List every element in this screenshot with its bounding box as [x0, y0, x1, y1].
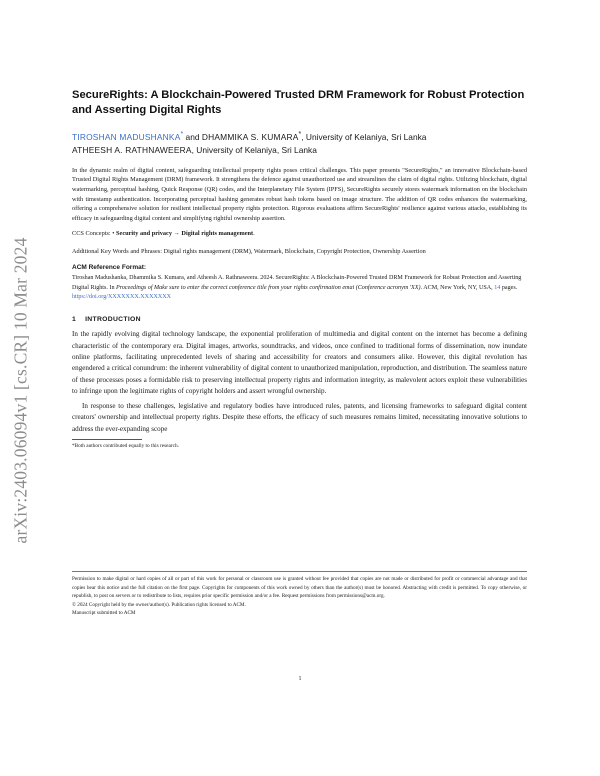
acm-ref-text-a: Tiroshan Madushanka, Dhammika S. Kumara, and Atheesh A. Rathnaweera. 2024. SecureRights: A Blockchain-Powered Trusted DRM Framework for Robust Protection and Asserting Digital Rights. In — [72, 275, 522, 291]
copyright-line: © 2024 Copyright held by the owner/author(s). Publication rights licensed to ACM. — [72, 601, 246, 608]
acm-ref-pages-link[interactable]: 14 — [494, 284, 501, 291]
author-mark-1[interactable]: * — [180, 131, 184, 138]
intro-paragraph-2: In response to these challenges, legislative and regulatory bodies have introduced rules, patents, and licensing frameworks to safeguard digital content creators' ownership and intellectual property rights. Despite these efforts, the efficacy of such measures remains limited, necessitating innovative solutions to address the ever-expanding scope — [72, 402, 527, 433]
arxiv-stamp-text: arXiv:2403.06094v1 [cs.CR] 10 Mar 2024 — [10, 236, 31, 544]
acm-ref-venue: Proceedings of Make sure to enter the correct conference title from your rights confirmation emai (Conference acronym 'XX) — [116, 284, 421, 291]
section-heading — [72, 316, 527, 323]
submitted-line: Manuscript submitted to ACM — [72, 610, 136, 616]
author-affiliation-2: , University of Kelaniya, Sri Lanka — [191, 144, 317, 155]
author-name-1[interactable]: TIROSHAN MADUSHANKA — [72, 131, 181, 142]
acm-ref-doi-link[interactable]: https://doi.org/XXXXXXX.XXXXXXX — [72, 293, 172, 300]
keywords-text: Digital rights management (DRM), Watermark, Blockchain, Copyright Protection, Ownership Assertion — [163, 247, 426, 255]
author-line-1 — [72, 128, 527, 144]
paper-page — [72, 88, 527, 450]
ccs-concept: Security and privacy → Digital rights management — [116, 230, 254, 238]
acm-ref-text-b: . ACM, New York, NY, USA, — [420, 284, 495, 291]
abstract: In the dynamic realm of digital content, safeguarding intellectual property rights poses critical challenges. This paper presents "SecureRights," an innovative Blockchain-based Trusted Digital Rights Management (DRM) framework. It strengthens the defence against unauthorized use and streamlines the claim of digital rights. Utilizing blockchain, digital watermarking, perceptual hashing, Quick Response (QR) codes, and the Interplanetary File System (IPFS), SecureRights securely stores watermark information on the blockchain with timestamp authentication. Incorporating perceptual hashing generates robust hash tokens based on image structure. The addition of QR codes enhances the watermarking, offering a comprehensive solution for resilient intellectual property rights protection. Rigorous evaluations affirm SecureRights' resilience against various attacks, establishing its efficacy in safeguarding digital content and simplifying rightful ownership assertion. — [72, 166, 527, 222]
author-affiliation-1: , University of Kelaniya, Sri Lanka — [301, 131, 427, 142]
author-and: and — [183, 131, 202, 142]
acm-reference-heading: ACM Reference Format: — [72, 264, 147, 272]
acm-reference — [72, 274, 527, 302]
section-number: 1 — [72, 316, 77, 324]
author-mark-2: * — [298, 131, 302, 138]
author-name-3: ATHEESH A. RATHNAWEERA — [72, 144, 192, 155]
page-number: 1 — [298, 676, 302, 682]
author-line-2 — [72, 144, 527, 157]
ccs-end: . — [253, 230, 255, 238]
arxiv-stamp — [4, 200, 38, 580]
permission-text: Permission to make digital or hard copies of all or part of this work for personal or classroom use is granted without fee provided that copies are not made or distributed for profit or commercial advantage and that copies bear this notice and the full citation on the first page. Copyrights for components of this work owned by others than the author(s) must be honored. Abstracting with credit is permitted. To copy otherwise, or republish, to post on servers or to redistribute to lists, requires prior specific permission and/or a fee. Request permissions from permissions@acm.org. — [72, 576, 527, 599]
permission-notice — [72, 571, 527, 618]
intro-paragraph-1: In the rapidly evolving digital technology landscape, the exponential proliferation of multimedia and digital content on the internet has become a defining characteristic of the contemporary era. Digital images, artworks, soundtracks, and videos, once confined to traditional forms of dissemination, now inundate online platforms, facilitating unprecedented levels of sharing and accessibility for creators and consumers alike. However, this digital revolution has engendered a critical conundrum: the inherent vulnerability of digital content to unauthorized manipulation, reproduction, and distribution. The seamless nature of these processes poses a formidable risk to preserving intellectual property rights and information integrity, as malevolent actors exploit these vulnerabilities to infringe upon the legitimate rights of copyright holders and assert wrongful ownership. — [72, 330, 527, 395]
footnote: *Both authors contributed equally to this research. — [72, 443, 179, 450]
author-block — [72, 128, 527, 157]
keywords-label: Additional Key Words and Phrases: — [72, 247, 164, 255]
acm-ref-text-c: pages. — [500, 284, 518, 291]
author-name-2: DHAMMIKA S. KUMARA — [201, 131, 299, 142]
ccs-concepts — [72, 229, 527, 238]
ccs-label: CCS Concepts: • — [72, 230, 117, 238]
keywords — [72, 247, 527, 256]
footnote-rule — [72, 439, 142, 440]
paper-title: SecureRights: A Blockchain-Powered Trusted DRM Framework for Robust Protection and Asserting Digital Rights — [72, 89, 525, 116]
section-title: INTRODUCTION — [85, 316, 141, 324]
